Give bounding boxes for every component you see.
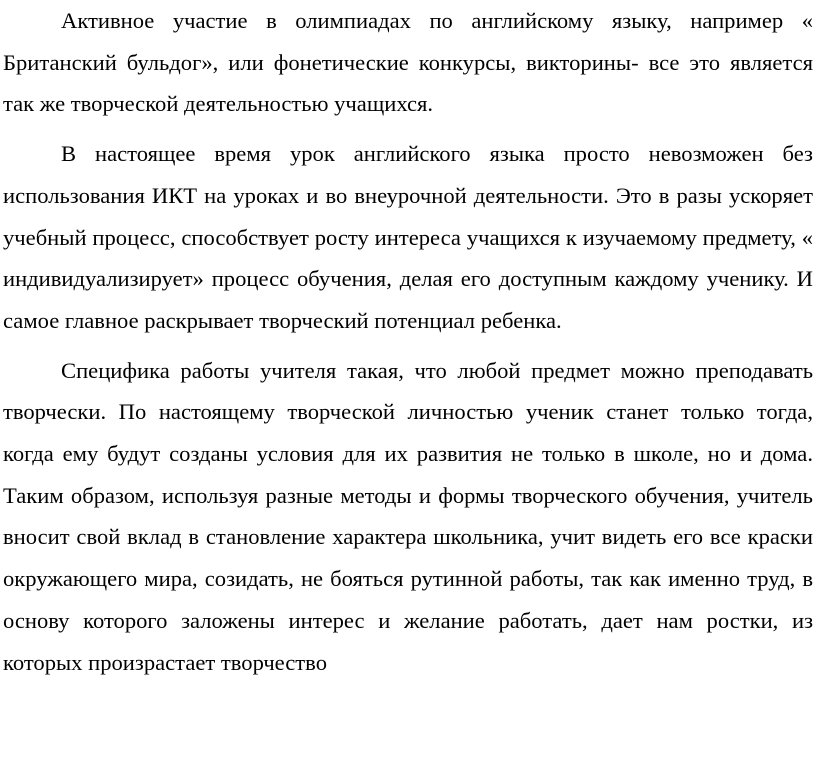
paragraph-olympiads: Активное участие в олимпиадах по английскому языку, например « Британский бульдог», или фонетические конкурсы, викторины- все это является так же творческой деятельностью учащихся. [3, 8, 813, 117]
paragraph-teacher-work: Специфика работы учителя такая, что любой предмет можно преподавать творчески. По настоящему творческой личностью ученик станет только тогда, когда ему будут созданы условия для их развития не только в школе, но и дома. Таким образом, используя разные методы и формы творческого обучения, учитель вносит свой вклад в становление характера школьника, учит видеть его все краски окружающего мира, созидать, не бояться рутинной работы, так как именно труд, в основу которого заложены интерес и желание работать, дает нам ростки, из которых произрастает творчество [3, 357, 813, 675]
paragraph-ict: В настоящее время урок английского языка просто невозможен без использования ИКТ на уроках и во внеурочной деятельности. Это в разы ускоряет учебный процесс, способствует росту интереса учащихся к изучаемому предмету, « индивидуализирует» процесс обучения, делая его доступным каждому ученику. И самое главное раскрывает творческий потенциал ребенка. [3, 141, 813, 333]
